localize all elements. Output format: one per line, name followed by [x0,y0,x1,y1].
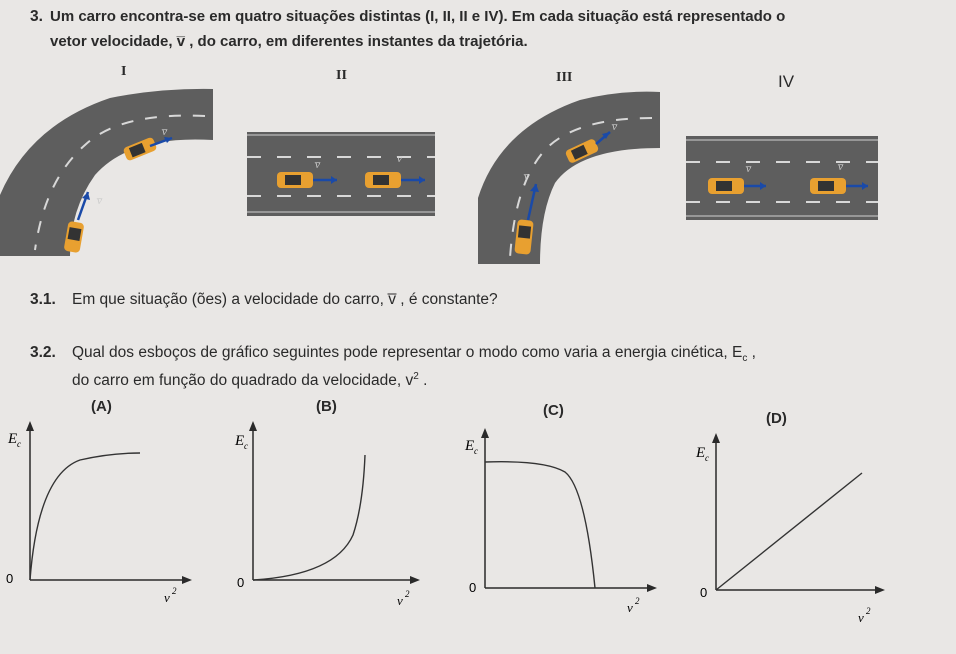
graph-b-label: (B) [316,398,337,415]
curve-exponential [253,455,365,580]
x-label: v [397,593,403,608]
q31-text: Em que situação (ões) a velocidade do carro, v̅ , é constante? [72,291,498,308]
situation-1-illustration [0,80,220,280]
x-axis-arrow [182,576,192,584]
curved-road [0,89,213,256]
situation-2-illustration [247,128,437,220]
car-window [285,175,301,185]
x-label: v [627,600,633,615]
curved-road [478,92,660,264]
q32-line1 [72,343,756,369]
graph-c [455,420,665,620]
vector-label: v̅ [746,163,751,175]
graph-d-label: (D) [766,410,787,427]
y-axis-arrow [249,421,257,431]
y-label-sub: c [474,446,478,456]
q32-line1-sub: c [742,353,748,365]
x-axis-arrow [647,584,657,592]
q32-number: 3.2. [30,344,56,361]
situation-3-illustration [460,88,665,268]
q32-line1-end: , [747,344,756,361]
x-label: v [858,610,864,625]
question-text-line1: Um carro encontra-se em quatro situações distintas (I, II, II e IV). Em cada situação está representado o [50,8,786,25]
straight-road [247,132,435,216]
vector-label: v̅ [397,153,402,165]
y-label-sub: c [17,439,21,449]
question-number: 3. [30,8,43,25]
origin-label: 0 [469,580,477,595]
y-label: E [465,438,475,454]
q32-line2-text: do carro em função do quadrado da velocidade, v [72,372,414,390]
origin-label: 0 [237,575,245,590]
vector-label: v̅ [162,126,167,138]
x-label: v [164,590,170,605]
situation-label-2: II [336,68,347,83]
situation-label-3: III [556,70,573,85]
y-axis-arrow [712,433,720,443]
graph-d [690,425,895,625]
question-text-line2: vetor velocidade, v̅ , do carro, em diferentes instantes da trajetória. [50,33,528,50]
y-axis-arrow [481,428,489,438]
x-label-sup: 2 [866,606,871,616]
car-window [518,225,531,238]
x-axis-arrow [410,576,420,584]
line-linear [716,473,862,590]
situation-4-illustration [686,134,880,222]
curve-saturating [30,453,140,580]
origin-label: 0 [6,571,14,586]
graph-a [0,415,200,615]
curve-plateau-drop [485,462,595,588]
graph-a-label: (A) [91,398,112,415]
origin-label: 0 [700,585,708,600]
car-window [68,227,82,241]
y-axis-arrow [26,421,34,431]
graph-c-label: (C) [543,402,564,419]
y-label: E [235,433,245,449]
vector-label: v̅ [524,171,529,183]
q32-line2 [72,367,427,391]
situation-label-4: IV [778,72,795,91]
car-window [716,181,732,191]
q32-line1-text: Qual dos esboços de gráfico seguintes pode representar o modo como varia a energia cinética, E [72,344,743,361]
q32-line2-sup: 2 [413,371,419,382]
situation-label-1: I [121,64,127,79]
y-label: E [696,445,706,461]
vector-label: v̅ [315,159,320,171]
vector-label: v̅ [612,121,617,133]
vector-label: v̅ [838,161,843,173]
x-label-sup: 2 [405,589,410,599]
y-label-sub: c [244,441,248,451]
y-label-sub: c [705,453,709,463]
x-label-sup: 2 [172,586,177,596]
graph-b [225,415,425,615]
vector-label: v̅ [97,195,102,207]
q31-number: 3.1. [30,291,56,308]
car-window [373,175,389,185]
x-axis-arrow [875,586,885,594]
y-label: E [8,431,18,447]
x-label-sup: 2 [635,596,640,606]
q32-line2-end: . [418,372,428,390]
car-window [818,181,834,191]
